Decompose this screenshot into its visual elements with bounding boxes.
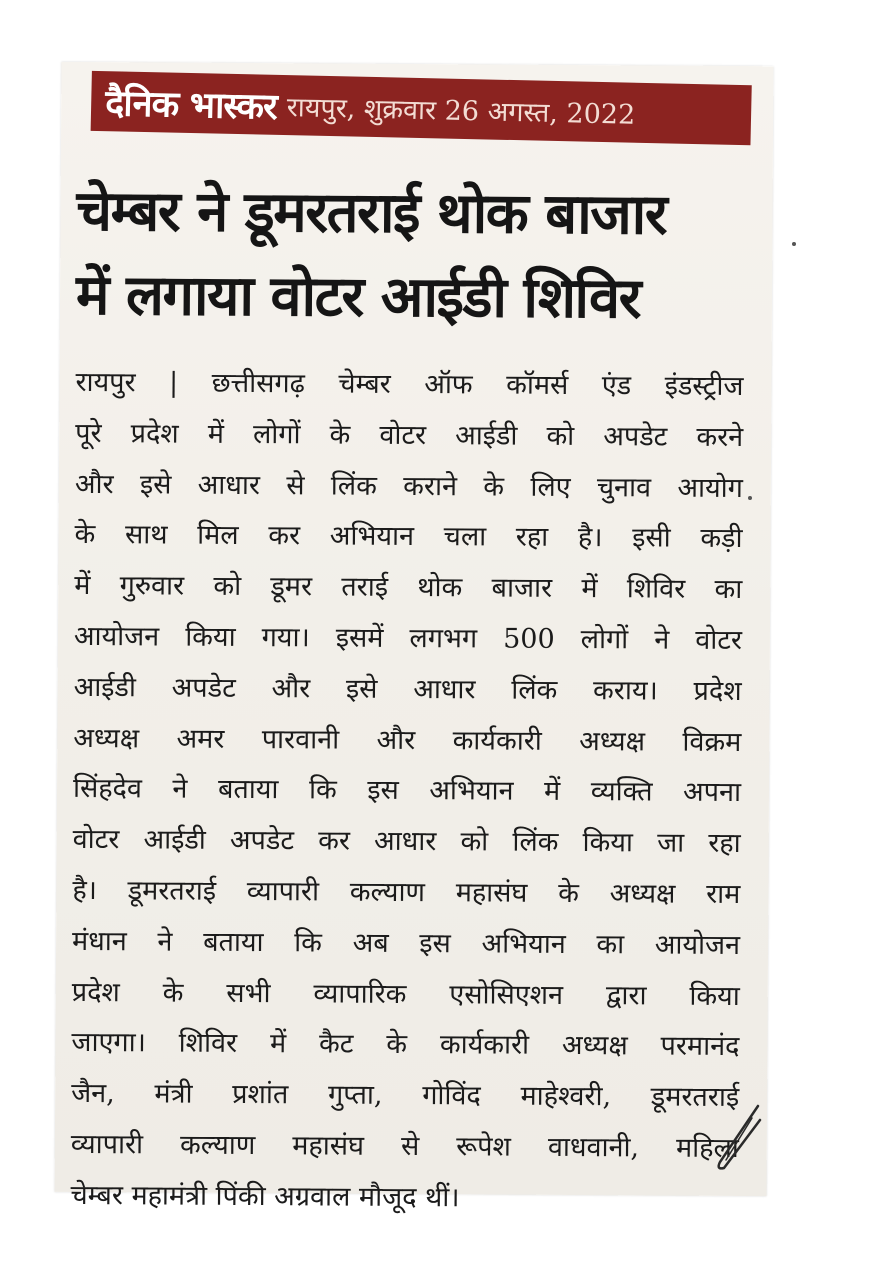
- article-line: अध्यक्ष अमर पारवानी और कार्यकारी अध्यक्ष विक्रम: [73, 722, 742, 758]
- masthead-banner: [91, 71, 752, 145]
- article-line: मंधान ने बताया कि अब इस अभियान का आयोजन: [71, 925, 741, 961]
- article-line: पूरे प्रदेश में लोगों के वोटर आईडी को अपडेट करने: [75, 417, 744, 453]
- article-line: में गुरुवार को डूमर तराई थोक बाजार में शिविर का: [74, 570, 743, 606]
- article-line: आयोजन किया गया। इसमें लगभग 500 लोगों ने वोटर: [73, 620, 743, 656]
- newspaper-name: दैनिक भास्कर: [104, 82, 278, 128]
- pen-mark-icon: [706, 1100, 766, 1180]
- article-line: के साथ मिल कर अभियान चला रहा है। इसी कड़ी: [74, 519, 743, 555]
- article-line: आईडी अपडेट और इसे आधार लिंक कराय। प्रदेश: [73, 671, 742, 707]
- headline-line: में लगाया वोटर आईडी शिविर: [75, 262, 641, 332]
- article-line: है। डूमरतराई व्यापारी कल्याण महासंघ के अध्यक्ष राम: [72, 874, 741, 910]
- scan-speck: [748, 496, 752, 500]
- headline: [76, 170, 747, 342]
- article-line: व्यापारी कल्याण महासंघ से रूपेश वाधवानी, महिला: [70, 1128, 739, 1164]
- article-line: और इसे आधार से लिंक कराने के लिए चुनाव आयोग: [74, 468, 743, 504]
- article-line: जैन, मंत्री प्रशांत गुप्ता, गोविंद माहेश्वरी, डूमरतराई: [71, 1078, 740, 1114]
- headline-line: चेम्बर ने डूमरतराई थोक बाजार: [76, 178, 667, 248]
- article-line: वोटर आईडी अपडेट कर आधार को लिंक किया जा रहा: [72, 824, 741, 860]
- article-line: चेम्बर महामंत्री पिंकी अग्रवाल मौजूद थीं।: [70, 1179, 460, 1214]
- dateline: रायपुर, शुक्रवार 26 अगस्त, 2022: [286, 91, 636, 131]
- article-line: जाएगा। शिविर में कैट के कार्यकारी अध्यक्ष परमानंद: [71, 1027, 740, 1063]
- scan-speck: [792, 242, 796, 246]
- newspaper-clipping: [55, 62, 774, 1214]
- article-line: रायपुर | छत्तीसगढ़ चेम्बर ऑफ कॉमर्स एंड इंडस्ट्रीज: [75, 366, 744, 403]
- article-line: सिंहदेव ने बताया कि इस अभियान में व्यक्ति अपना: [72, 773, 742, 809]
- article-body: [70, 358, 743, 1226]
- article-line: प्रदेश के सभी व्यापारिक एसोसिएशन द्वारा किया: [71, 976, 740, 1012]
